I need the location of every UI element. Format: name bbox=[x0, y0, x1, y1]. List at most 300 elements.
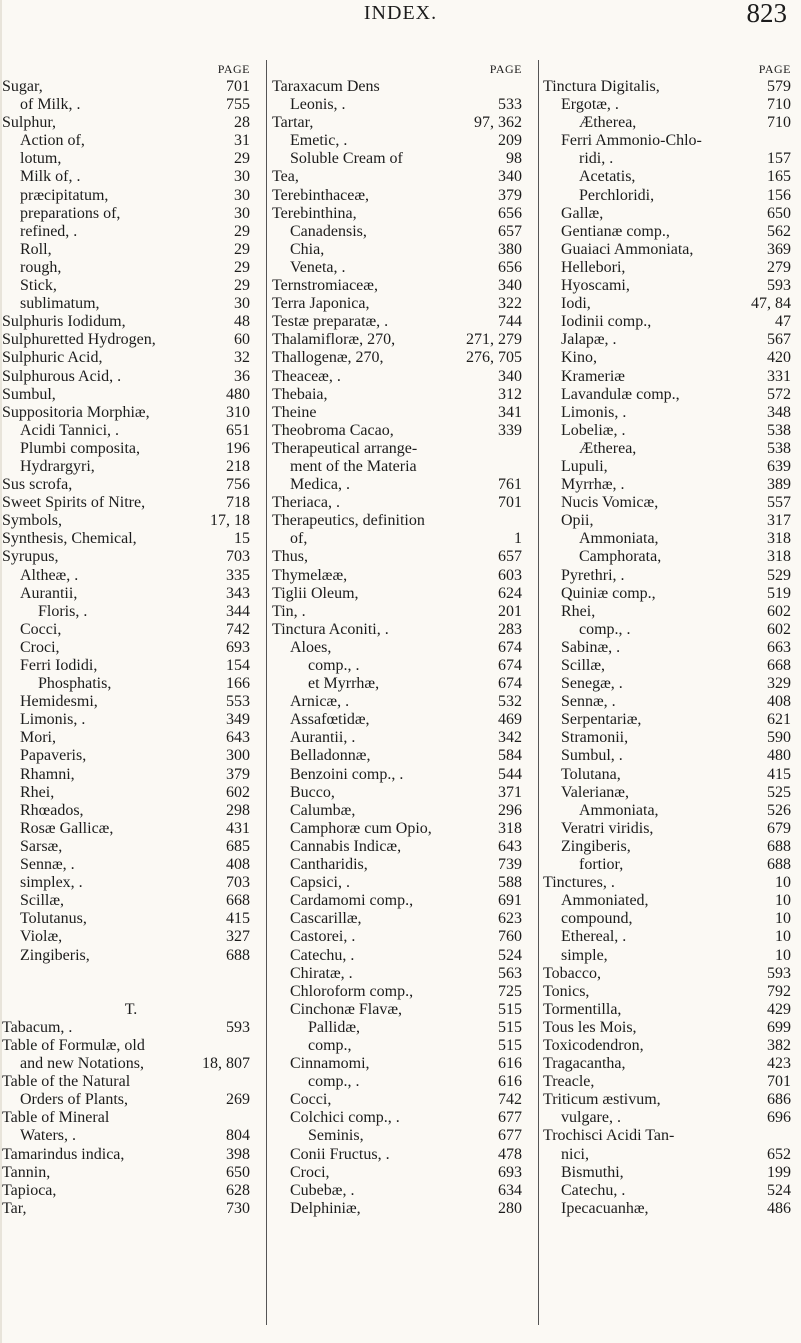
index-entry bbox=[272, 965, 532, 983]
entry-term: nici, bbox=[561, 1145, 589, 1163]
index-entry bbox=[272, 114, 532, 132]
index-entry bbox=[272, 910, 532, 928]
entry-term: Sweet Spirits of Nitre, bbox=[2, 494, 146, 512]
entry-term: Tous les Mois, bbox=[543, 1018, 637, 1036]
entry-page-ref: 656 bbox=[498, 258, 522, 276]
entry-page-ref: 343 bbox=[226, 584, 250, 602]
entry-term: Rhei, bbox=[561, 602, 596, 620]
entry-term: Croci, bbox=[290, 1163, 330, 1181]
entry-term: Lavandulæ comp., bbox=[561, 385, 680, 403]
entry-term: Rosæ Gallicæ, bbox=[20, 819, 114, 837]
entry-term: Ternstromiaceæ, bbox=[272, 277, 378, 295]
entry-term: Rhamni, bbox=[20, 765, 75, 783]
entry-term: comp., . bbox=[308, 1073, 360, 1091]
index-entry bbox=[543, 331, 801, 349]
index-entry bbox=[2, 223, 260, 241]
entry-term: Hyoscami, bbox=[561, 277, 630, 295]
entry-page-ref: 688 bbox=[226, 946, 250, 964]
entry-page-ref: 679 bbox=[767, 819, 791, 837]
index-entry bbox=[543, 603, 801, 621]
entry-term: Tabacum, . bbox=[2, 1018, 73, 1036]
entry-term: Rhei, bbox=[20, 783, 55, 801]
entry-term: Theaceæ, . bbox=[272, 367, 341, 385]
entry-term: Iodi, bbox=[561, 295, 591, 313]
index-entry bbox=[272, 132, 532, 150]
index-entry bbox=[543, 530, 801, 548]
index-spacer bbox=[2, 965, 260, 983]
index-entry bbox=[543, 277, 801, 295]
index-entry bbox=[2, 331, 260, 349]
index-entry bbox=[543, 168, 801, 186]
entry-term: Trochisci Acidi Tan- bbox=[543, 1127, 675, 1145]
index-entry bbox=[2, 711, 260, 729]
entry-term: Table of the Natural bbox=[2, 1073, 131, 1091]
index-entry bbox=[272, 1055, 532, 1073]
index-entry bbox=[543, 802, 801, 820]
entry-term: Tinctures, . bbox=[543, 874, 615, 892]
index-entry bbox=[543, 729, 801, 747]
entry-page-ref: 515 bbox=[498, 1036, 522, 1054]
entry-page-ref: 674 bbox=[498, 638, 522, 656]
index-entry bbox=[272, 621, 532, 639]
entry-term: Acidi Tannici, . bbox=[20, 421, 120, 439]
entry-term: Ætherea, bbox=[579, 439, 637, 457]
entry-page-ref: 590 bbox=[767, 729, 791, 747]
entry-page-ref: 634 bbox=[498, 1181, 522, 1199]
index-entry bbox=[543, 856, 801, 874]
entry-term: Theriaca, . bbox=[272, 494, 340, 512]
entry-page-ref: 688 bbox=[767, 856, 791, 874]
index-entry bbox=[272, 874, 532, 892]
entry-term: Seminis, bbox=[308, 1127, 364, 1145]
index-entry bbox=[272, 639, 532, 657]
index-entry bbox=[2, 892, 260, 910]
section-letter bbox=[2, 1001, 260, 1019]
entry-term: Ipecacuanhæ, bbox=[561, 1199, 649, 1217]
entry-term: Quiniæ comp., bbox=[561, 584, 656, 602]
entry-term: comp., . bbox=[308, 657, 360, 674]
entry-term: Sulphuretted Hydrogen, bbox=[2, 331, 156, 349]
entry-term: Gallæ, bbox=[561, 204, 604, 222]
entry-page-ref: 563 bbox=[498, 964, 522, 982]
entry-term: Perchloridi, bbox=[579, 186, 655, 204]
entry-term: Tannin, bbox=[2, 1163, 51, 1181]
entry-page-ref: 341 bbox=[498, 403, 522, 421]
index-entry bbox=[543, 693, 801, 711]
entry-term: Camphorata, bbox=[579, 548, 662, 566]
entry-term: Catechu, . bbox=[561, 1181, 626, 1199]
entry-term: Cannabis Indicæ, bbox=[290, 837, 402, 855]
index-entry bbox=[272, 223, 532, 241]
page-title: INDEX. bbox=[363, 2, 438, 24]
entry-page-ref: 650 bbox=[226, 1163, 250, 1181]
index-entry bbox=[2, 168, 260, 186]
index-entry bbox=[2, 295, 260, 313]
entry-term: Colchici comp., . bbox=[290, 1109, 400, 1127]
entry-term: comp., . bbox=[579, 620, 631, 638]
entry-page-ref: 643 bbox=[226, 729, 250, 747]
index-entry bbox=[272, 386, 532, 404]
entry-term: of, bbox=[290, 530, 308, 548]
index-entry bbox=[543, 567, 801, 585]
entry-page-ref: 515 bbox=[498, 1018, 522, 1036]
entry-page-ref: 209 bbox=[498, 132, 522, 150]
entry-term: Myrrhæ, . bbox=[561, 476, 625, 494]
entry-term: Tolutanus, bbox=[20, 910, 87, 928]
entry-page-ref: 616 bbox=[498, 1073, 522, 1091]
entry-page-ref: 48 bbox=[234, 313, 250, 331]
entry-page-ref: 196 bbox=[226, 439, 250, 457]
entry-term: Terebinthaceæ, bbox=[272, 186, 370, 204]
entry-term: Veratri viridis, bbox=[561, 819, 654, 837]
index-entry bbox=[543, 820, 801, 838]
entry-term: Ferri Iodidi, bbox=[20, 657, 98, 674]
index-entry bbox=[543, 1164, 801, 1182]
index-entry bbox=[543, 1127, 801, 1145]
index-entry bbox=[543, 313, 801, 331]
entry-page-ref: 557 bbox=[767, 494, 791, 512]
entry-term: Benzoini comp., . bbox=[290, 765, 404, 783]
index-entry bbox=[543, 1109, 801, 1127]
index-entry bbox=[543, 657, 801, 675]
entry-page-ref: 97, 362 bbox=[474, 114, 522, 132]
entry-page-ref: 47 bbox=[775, 313, 791, 331]
index-entry bbox=[272, 747, 532, 765]
entry-page-ref: 616 bbox=[498, 1055, 522, 1073]
entry-term: Emetic, . bbox=[290, 132, 348, 150]
entry-term: Capsici, . bbox=[290, 874, 350, 892]
entry-page-ref: 29 bbox=[234, 222, 250, 240]
entry-page-ref: 693 bbox=[226, 638, 250, 656]
entry-page-ref: 389 bbox=[767, 476, 791, 494]
index-entry bbox=[272, 241, 532, 259]
entry-term: Scillæ, bbox=[20, 892, 65, 910]
index-entry bbox=[272, 313, 532, 331]
index-entry bbox=[272, 567, 532, 585]
index-entry bbox=[272, 820, 532, 838]
entry-page-ref: 643 bbox=[498, 837, 522, 855]
page-column-heading: PAGE bbox=[489, 62, 522, 76]
entry-term: rough, bbox=[20, 258, 62, 276]
entry-term: Hemidesmi, bbox=[20, 693, 98, 711]
index-entry bbox=[2, 1037, 260, 1055]
index-entry bbox=[543, 386, 801, 404]
entry-page-ref: 663 bbox=[767, 638, 791, 656]
entry-term: et Myrrhæ, bbox=[308, 675, 380, 693]
index-entry bbox=[272, 530, 532, 548]
index-entry bbox=[272, 603, 532, 621]
entry-page-ref: 469 bbox=[498, 711, 522, 729]
entry-term: simplex, . bbox=[20, 874, 83, 892]
entry-term: Tragacantha, bbox=[543, 1055, 626, 1073]
index-entry bbox=[2, 1091, 260, 1109]
index-entry bbox=[272, 983, 532, 1001]
entry-page-ref: 30 bbox=[234, 168, 250, 186]
index-entry bbox=[2, 440, 260, 458]
index-entry bbox=[272, 947, 532, 965]
index-entry bbox=[543, 205, 801, 223]
entry-term: Milk of, . bbox=[20, 168, 81, 186]
entry-page-ref: 526 bbox=[767, 801, 791, 819]
entry-page-ref: 524 bbox=[767, 1181, 791, 1199]
index-entry bbox=[543, 1200, 801, 1218]
entry-page-ref: 218 bbox=[226, 457, 250, 475]
entry-page-ref: 18, 807 bbox=[202, 1055, 250, 1073]
entry-page-ref: 31 bbox=[234, 132, 250, 150]
index-entry bbox=[543, 928, 801, 946]
index-entry bbox=[2, 1164, 260, 1182]
index-entry bbox=[543, 259, 801, 277]
entry-term: Phosphatis, bbox=[38, 675, 112, 693]
entry-term: Sugar, bbox=[2, 78, 43, 95]
index-entry bbox=[2, 747, 260, 765]
index-entry bbox=[272, 1127, 532, 1145]
entry-term: Catechu, . bbox=[290, 946, 355, 964]
entry-page-ref: 628 bbox=[226, 1181, 250, 1199]
entry-page-ref: 515 bbox=[498, 1000, 522, 1018]
entry-term: Lobeliæ, . bbox=[561, 421, 626, 439]
entry-page-ref: 10 bbox=[775, 946, 791, 964]
entry-page-ref: 415 bbox=[226, 910, 250, 928]
entry-term: and new Notations, bbox=[20, 1055, 144, 1073]
index-entries bbox=[2, 78, 260, 1218]
index-entry bbox=[2, 1200, 260, 1218]
entry-page-ref: 10 bbox=[775, 910, 791, 928]
entry-term: Aurantii, . bbox=[290, 729, 356, 747]
entry-page-ref: 10 bbox=[775, 928, 791, 946]
entry-page-ref: 415 bbox=[767, 765, 791, 783]
entry-term: Orders of Plants, bbox=[20, 1091, 128, 1109]
index-entry bbox=[272, 657, 532, 675]
entry-term: Tinctura Digitalis, bbox=[543, 78, 660, 95]
entry-term: Thus, bbox=[272, 548, 308, 566]
index-entry bbox=[2, 458, 260, 476]
entry-term: Tar, bbox=[2, 1199, 27, 1217]
entry-page-ref: 369 bbox=[767, 240, 791, 258]
entry-page-ref: 420 bbox=[767, 349, 791, 367]
entry-term: Limonis, . bbox=[20, 711, 86, 729]
entry-term: ridi, . bbox=[579, 150, 614, 168]
entry-page-ref: 480 bbox=[767, 747, 791, 765]
entry-term: Arnicæ, . bbox=[290, 693, 350, 711]
entry-term: Sennæ, . bbox=[20, 856, 75, 874]
entry-page-ref: 602 bbox=[767, 620, 791, 638]
index-entry bbox=[272, 440, 532, 458]
entry-term: Hellebori, bbox=[561, 258, 626, 276]
entry-term: Plumbi composita, bbox=[20, 439, 140, 457]
index-entry bbox=[2, 729, 260, 747]
entry-page-ref: 408 bbox=[226, 856, 250, 874]
index-entry bbox=[543, 349, 801, 367]
index-entry bbox=[543, 1037, 801, 1055]
entry-page-ref: 639 bbox=[767, 457, 791, 475]
entry-page-ref: 199 bbox=[767, 1163, 791, 1181]
entry-page-ref: 593 bbox=[226, 1018, 250, 1036]
entry-page-ref: 804 bbox=[226, 1127, 250, 1145]
entry-page-ref: 340 bbox=[498, 367, 522, 385]
entry-page-ref: 340 bbox=[498, 277, 522, 295]
entry-page-ref: 340 bbox=[498, 168, 522, 186]
entry-page-ref: 693 bbox=[498, 1163, 522, 1181]
entry-term: Toxicodendron, bbox=[543, 1036, 644, 1054]
entry-page-ref: 691 bbox=[498, 892, 522, 910]
entry-term: Hydrargyri, bbox=[20, 457, 95, 475]
entry-page-ref: 348 bbox=[767, 403, 791, 421]
entry-term: Bucco, bbox=[290, 783, 335, 801]
entry-page-ref: 28 bbox=[234, 114, 250, 132]
entry-term: Tinctura Aconiti, . bbox=[272, 620, 389, 638]
entry-page-ref: 579 bbox=[767, 78, 791, 95]
entry-term: Guaiaci Ammoniata, bbox=[561, 240, 694, 258]
entry-page-ref: 792 bbox=[767, 982, 791, 1000]
index-entry bbox=[2, 404, 260, 422]
entry-page-ref: 677 bbox=[498, 1109, 522, 1127]
column-divider bbox=[266, 60, 267, 1325]
entry-page-ref: 593 bbox=[767, 277, 791, 295]
index-entries bbox=[272, 78, 532, 1218]
index-entry bbox=[543, 78, 801, 96]
index-entry bbox=[2, 1127, 260, 1145]
entry-page-ref: 10 bbox=[775, 892, 791, 910]
entry-term: Sulphuris Iodidum, bbox=[2, 313, 126, 331]
index-entry bbox=[2, 585, 260, 603]
entry-page-ref: 339 bbox=[498, 421, 522, 439]
index-entry bbox=[543, 585, 801, 603]
index-entry bbox=[272, 349, 532, 367]
entry-page-ref: 718 bbox=[226, 494, 250, 512]
entry-term: Castorei, . bbox=[290, 928, 356, 946]
entry-term: Thallogenæ, 270, bbox=[272, 349, 384, 367]
entry-term: Sus scrofa, bbox=[2, 476, 73, 494]
index-entry bbox=[272, 512, 532, 530]
entry-page-ref: 685 bbox=[226, 837, 250, 855]
entry-term: Tormentilla, bbox=[543, 1000, 622, 1018]
index-entry bbox=[272, 585, 532, 603]
entry-page-ref: 701 bbox=[767, 1073, 791, 1091]
entry-page-ref: 652 bbox=[767, 1145, 791, 1163]
entry-page-ref: 29 bbox=[234, 277, 250, 295]
entry-term: Ammoniata, bbox=[579, 801, 659, 819]
entry-term: Chia, bbox=[290, 240, 325, 258]
entry-term: Ferri Ammonio-Chlo- bbox=[561, 132, 702, 150]
index-entry bbox=[543, 965, 801, 983]
entry-page-ref: 318 bbox=[767, 548, 791, 566]
entry-page-ref: 744 bbox=[498, 313, 522, 331]
entry-term: Suppositoria Morphiæ, bbox=[2, 403, 150, 421]
entry-term: Kino, bbox=[561, 349, 597, 367]
entry-term: Veneta, . bbox=[290, 258, 346, 276]
entry-page-ref: 296 bbox=[498, 801, 522, 819]
index-entry bbox=[543, 892, 801, 910]
index-entry bbox=[543, 241, 801, 259]
index-entry bbox=[543, 621, 801, 639]
index-entry bbox=[272, 476, 532, 494]
index-entry bbox=[2, 530, 260, 548]
index-entry bbox=[272, 277, 532, 295]
entry-term: Cubebæ, . bbox=[290, 1181, 355, 1199]
index-entry bbox=[2, 96, 260, 114]
index-entry bbox=[543, 368, 801, 386]
entry-page-ref: 657 bbox=[498, 222, 522, 240]
entry-page-ref: 408 bbox=[767, 693, 791, 711]
index-entry bbox=[543, 766, 801, 784]
index-entry bbox=[543, 983, 801, 1001]
entry-page-ref: 379 bbox=[226, 765, 250, 783]
entry-term: Stramonii, bbox=[561, 729, 629, 747]
entry-term: Limonis, . bbox=[561, 403, 627, 421]
index-column-1 bbox=[2, 60, 260, 1218]
index-entry bbox=[272, 1037, 532, 1055]
index-entry bbox=[543, 114, 801, 132]
page-header bbox=[0, 0, 801, 40]
index-entry bbox=[543, 1146, 801, 1164]
entry-page-ref: 98 bbox=[506, 150, 522, 168]
entry-page-ref: 699 bbox=[767, 1018, 791, 1036]
entry-term: Tin, . bbox=[272, 602, 306, 620]
entry-term: Thebaia, bbox=[272, 385, 328, 403]
entry-page-ref: 156 bbox=[767, 186, 791, 204]
entry-term: Leonis, . bbox=[290, 96, 346, 114]
entry-page-ref: 486 bbox=[767, 1199, 791, 1217]
entry-page-ref: 703 bbox=[226, 874, 250, 892]
index-entry bbox=[272, 838, 532, 856]
index-entry bbox=[2, 494, 260, 512]
entry-term: Aurantii, bbox=[20, 584, 78, 602]
entry-term: Ætherea, bbox=[579, 114, 637, 132]
entry-term: Sarsæ, bbox=[20, 837, 63, 855]
index-entry bbox=[543, 512, 801, 530]
entry-page-ref: 15 bbox=[234, 530, 250, 548]
entry-term: Krameriæ bbox=[561, 367, 625, 385]
entry-term: Cocci, bbox=[20, 620, 62, 638]
index-entry bbox=[272, 1146, 532, 1164]
entry-page-ref: 327 bbox=[226, 928, 250, 946]
column-divider bbox=[538, 60, 539, 1325]
entry-term: Roll, bbox=[20, 240, 52, 258]
entry-page-ref: 300 bbox=[226, 747, 250, 765]
entry-page-ref: 312 bbox=[498, 385, 522, 403]
index-entry bbox=[543, 404, 801, 422]
entry-page-ref: 29 bbox=[234, 258, 250, 276]
entry-page-ref: 730 bbox=[226, 1199, 250, 1217]
entry-term: Delphiniæ, bbox=[290, 1199, 361, 1217]
index-entry bbox=[2, 422, 260, 440]
entry-term: Sabinæ, . bbox=[561, 638, 621, 656]
entry-term: Table of Formulæ, old bbox=[2, 1036, 145, 1054]
entry-term: Ergotæ, . bbox=[561, 96, 619, 114]
entry-page-ref: 379 bbox=[498, 186, 522, 204]
index-entry bbox=[272, 1109, 532, 1127]
entry-term: Acetatis, bbox=[579, 168, 636, 186]
index-entry bbox=[2, 766, 260, 784]
entry-term: Ethereal, . bbox=[561, 928, 627, 946]
entry-page-ref: 344 bbox=[226, 602, 250, 620]
entry-page-ref: 674 bbox=[498, 657, 522, 674]
entry-term: of Milk, . bbox=[20, 96, 81, 114]
entry-term: Conii Fructus, . bbox=[290, 1145, 390, 1163]
index-entry bbox=[272, 205, 532, 223]
entry-term: Jalapæ, . bbox=[561, 331, 617, 349]
entry-page-ref: 668 bbox=[226, 892, 250, 910]
entry-term: Thalamifloræ, 270, bbox=[272, 331, 396, 349]
page-column-heading: PAGE bbox=[217, 62, 250, 76]
entry-page-ref: 371 bbox=[498, 783, 522, 801]
index-entry bbox=[2, 132, 260, 150]
index-entry bbox=[272, 1200, 532, 1218]
entry-term: refined, . bbox=[20, 222, 78, 240]
entry-term: Chiratæ, . bbox=[290, 964, 353, 982]
index-entry bbox=[2, 910, 260, 928]
